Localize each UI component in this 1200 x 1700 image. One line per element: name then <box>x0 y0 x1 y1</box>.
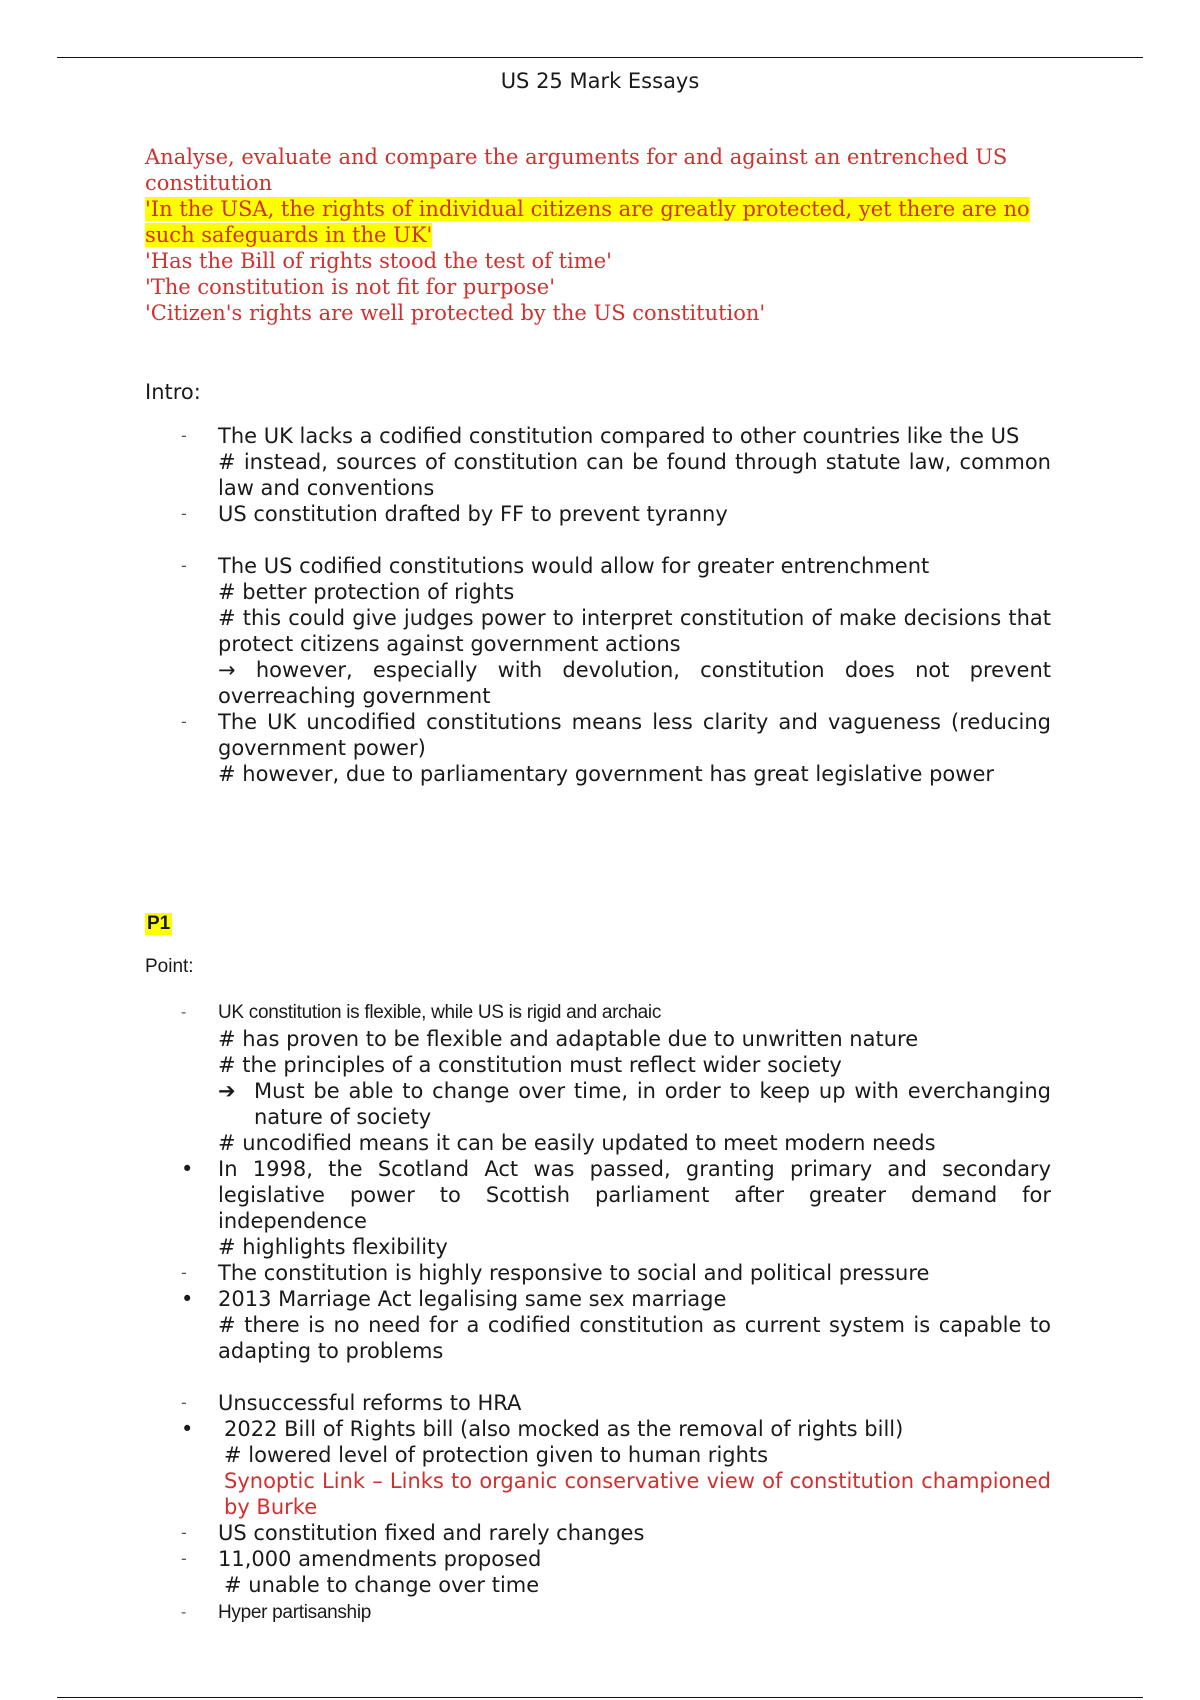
list-subitem: # the principles of a constitution must reflect wider society <box>218 1053 842 1077</box>
list-item: - Hyper partisanship <box>145 1600 1051 1626</box>
section-p1-label: P1 <box>147 913 171 934</box>
synoptic-link: Synoptic Link – Links to organic conservative view of constitution championed by Burke <box>224 1469 1051 1519</box>
page-header: US 25 Mark Essays <box>500 69 700 93</box>
list-subitem: # this could give judges power to interpret constitution of make decisions that protect citizens against government actions <box>218 606 1051 656</box>
intro-list <box>145 423 1051 787</box>
list-item: - UK constitution is flexible, while US is rigid and archaic <box>145 1000 1051 1026</box>
list-item: - The US codified constitutions would allow for greater entrenchment <box>181 554 930 578</box>
question-5: 'Citizen's rights are well protected by the US constitution' <box>145 301 766 325</box>
dash-bullet-icon: - <box>181 556 187 575</box>
arrow-icon: ➔ <box>218 1079 236 1103</box>
list-subitem: → however, especially with devolution, constitution does not prevent overreaching government <box>218 658 1051 708</box>
question-1: Analyse, evaluate and compare the arguments for and against an entrenched US constitution <box>145 145 1008 195</box>
intro-label: Intro: <box>145 380 201 404</box>
list-item: - US constitution fixed and rarely changes <box>181 1521 645 1545</box>
list-subitem: # unable to change over time <box>224 1573 540 1597</box>
list-item: • 2022 Bill of Rights bill (also mocked as the removal of rights bill) <box>181 1417 904 1441</box>
list-item: - The UK lacks a codified constitution compared to other countries like the US <box>181 424 1020 448</box>
list-subitem: # there is no need for a codified constitution as current system is capable to adapting to problems <box>218 1313 1051 1363</box>
list-subitem: # instead, sources of constitution can be found through statute law, common law and conventions <box>218 450 1051 500</box>
list-item: - The UK uncodified constitutions means less clarity and vagueness (reducing government power) <box>181 710 1051 760</box>
point-label: Point: <box>145 956 194 977</box>
list-subitem: # better protection of rights <box>218 580 515 604</box>
question-3: 'Has the Bill of rights stood the test of time' <box>145 249 612 273</box>
list-item: • In 1998, the Scotland Act was passed, granting primary and secondary legislative power to Scottish parliament after greater demand for independence <box>181 1157 1051 1233</box>
list-item: - The constitution is highly responsive to social and political pressure <box>181 1261 930 1285</box>
list-item: - US constitution drafted by FF to prevent tyranny <box>181 502 728 526</box>
dot-bullet-icon: • <box>181 1417 194 1441</box>
dot-bullet-icon: • <box>181 1287 194 1311</box>
list-item: • 2013 Marriage Act legalising same sex marriage <box>181 1287 727 1311</box>
dash-bullet-icon: - <box>181 1393 187 1412</box>
list-subitem: # however, due to parliamentary government has great legislative power <box>218 762 994 786</box>
list-subitem: # lowered level of protection given to human rights <box>224 1443 769 1467</box>
essay-questions <box>145 144 1050 326</box>
list-item: - Unsuccessful reforms to HRA <box>181 1391 522 1415</box>
dot-bullet-icon: • <box>181 1157 194 1181</box>
dash-bullet-icon: - <box>181 1263 187 1282</box>
arrow-icon: → <box>218 658 256 682</box>
dash-bullet-icon: - <box>181 426 187 445</box>
top-rule <box>57 57 1143 58</box>
dash-bullet-icon: - <box>181 1523 187 1542</box>
list-item: - 11,000 amendments proposed <box>181 1547 542 1571</box>
dash-bullet-icon: - <box>181 1549 187 1568</box>
question-4: 'The constitution is not fit for purpose' <box>145 275 556 299</box>
bottom-rule <box>57 1697 1143 1698</box>
dash-bullet-icon: - <box>181 1604 187 1621</box>
question-2-highlight: 'In the USA, the rights of individual citizens are greatly protected, yet there are no such safeguards in the UK' <box>145 197 1030 247</box>
list-subitem: # uncodified means it can be easily updated to meet modern needs <box>218 1131 936 1155</box>
list-subitem: # highlights flexibility <box>218 1235 448 1259</box>
list-subitem: ➔ Must be able to change over time, in order to keep up with everchanging nature of society <box>218 1079 1051 1129</box>
list-subitem: # has proven to be flexible and adaptable due to unwritten nature <box>218 1027 919 1051</box>
question-2 <box>145 196 1050 248</box>
p1-list <box>145 1000 1051 1626</box>
dash-bullet-icon: - <box>181 1004 187 1021</box>
dash-bullet-icon: - <box>181 712 187 731</box>
dash-bullet-icon: - <box>181 504 187 523</box>
